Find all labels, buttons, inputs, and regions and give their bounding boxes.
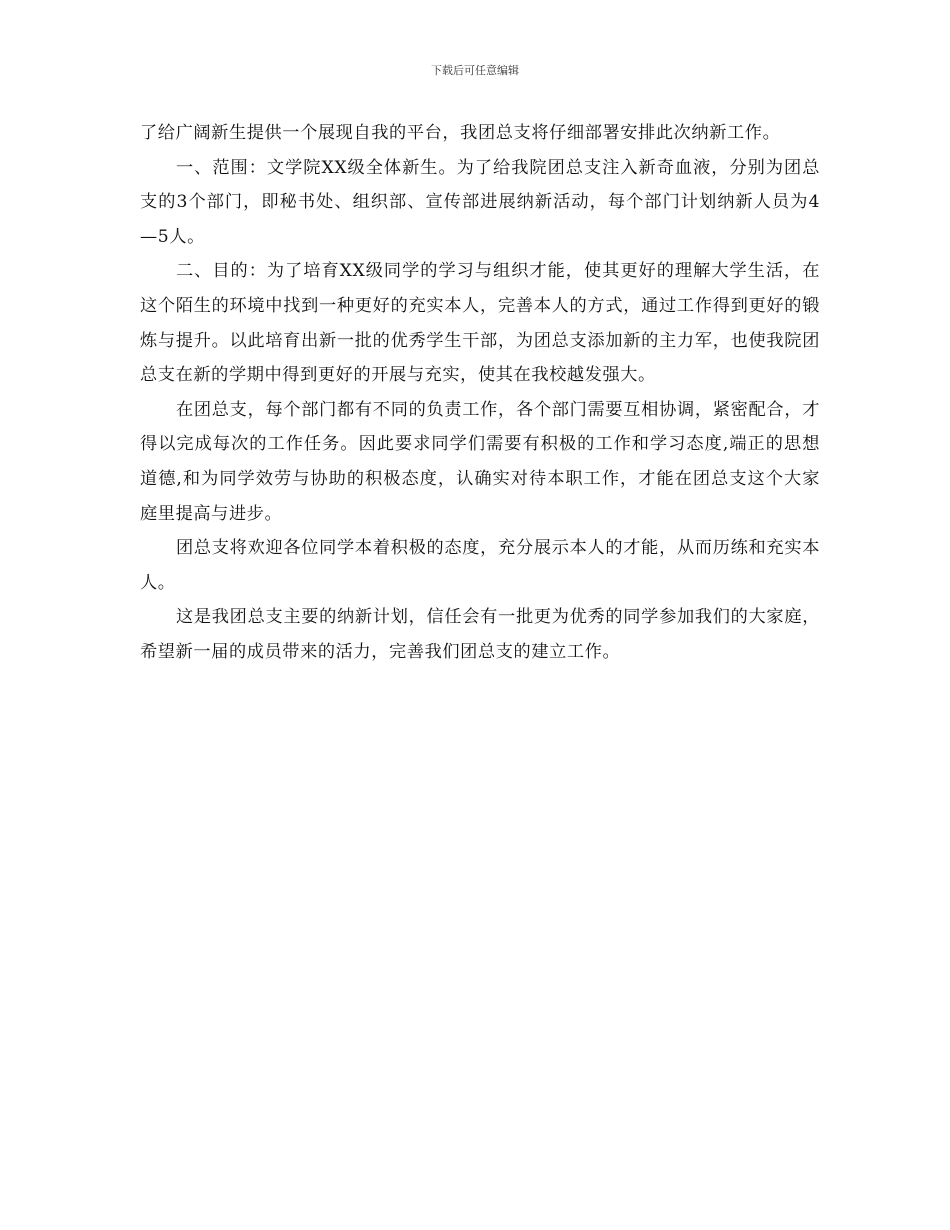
document-body — [140, 116, 820, 670]
paragraph-conclusion: 这是我团总支主要的纳新计划，信任会有一批更为优秀的同学参加我们的大家庭，希望新一届的成员带来的活力，完善我们团总支的建立工作。 — [140, 607, 820, 662]
paragraph-departments: 在团总支，每个部门都有不同的负责工作，各个部门需要互相协调，紧密配合，才得以完成每次的工作任务。因此要求同学们需要有积极的工作和学习态度,端正的思想道德,和为同学效劳与协助的积极态度，认确实对待本职工作，才能在团总支这个大家庭里提高与进步。 — [140, 399, 820, 524]
paragraph-purpose: 二、目的：为了培育XX级同学的学习与组织才能，使其更好的理解大学生活，在这个陌生的环境中找到一种更好的充实本人，完善本人的方式，通过工作得到更好的锻炼与提升。以此培育出新一批的优秀学生干部，为团总支添加新的主力军，也使我院团总支在新的学期中得到更好的开展与充实，使其在我校越发强大。 — [140, 261, 820, 386]
page-header: 下载后可任意编辑 — [431, 64, 519, 77]
paragraph-welcome: 团总支将欢迎各位同学本着积极的态度，充分展示本人的才能，从而历练和充实本人。 — [140, 538, 820, 593]
paragraph-continuation: 了给广阔新生提供一个展现自我的平台，我团总支将仔细部署安排此次纳新工作。 — [140, 123, 781, 143]
paragraph-scope: 一、范围：文学院XX级全体新生。为了给我院团总支注入新奇血液，分别为团总支的3个部门，即秘书处、组织部、宣传部进展纳新活动，每个部门计划纳新人员为4—5人。 — [140, 157, 820, 247]
